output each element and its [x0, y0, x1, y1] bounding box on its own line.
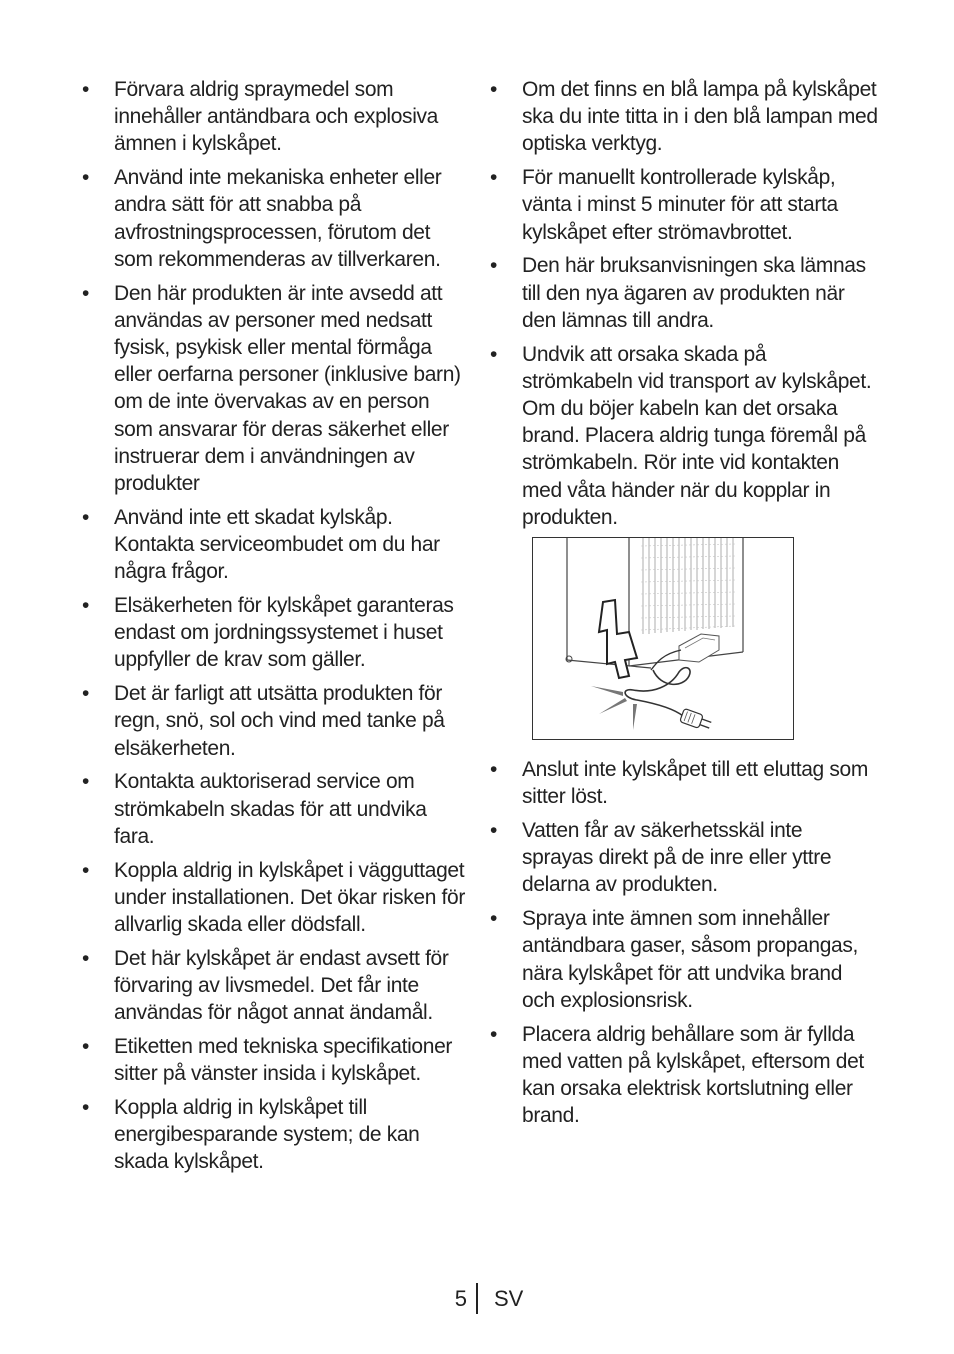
list-item-text: Den här bruksanvisningen ska lämnas till den nya ägaren av produkten när den lämnas till andra.: [522, 254, 866, 332]
list-item: [490, 76, 878, 158]
list-item-text: Placera aldrig behållare som är fyllda med vatten på kylskåpet, eftersom det kan orsaka elektrisk kortslutning eller brand.: [522, 1022, 864, 1128]
list-item-text: Använd inte mekaniska enheter eller andra sätt för att snabba på avfrostningsprocessen, förutom det som rekommenderas av tillverkaren.: [114, 166, 442, 271]
bullet: •: [490, 254, 498, 278]
list-item: [82, 1094, 466, 1176]
list-item: [82, 1033, 466, 1087]
bullet: •: [490, 342, 498, 366]
list-item: [82, 768, 466, 850]
bullet: •: [82, 166, 90, 190]
page-number: 5: [454, 1286, 467, 1311]
list-item-text: Undvik att orsaka skada på strömkabeln vid transport av kylskåpet. Om du böjer kabeln kan det orsaka brand. Placera aldrig tunga föremål på strömkabeln. Rör inte vid kontakten med våta händer när du kopplar in produkten.: [522, 342, 872, 529]
bullet: •: [490, 758, 498, 781]
bullet: •: [82, 281, 90, 305]
bullet: •: [82, 594, 90, 618]
bullet: •: [82, 505, 90, 529]
list-item-text: Använd inte ett skadat kylskåp. Kontakta serviceombudet om du har några frågor.: [114, 505, 440, 584]
bullet: •: [490, 819, 498, 842]
list-item-text: Koppla aldrig in kylskåpet till energibesparande system; de kan skada kylskåpet.: [114, 1096, 420, 1174]
list-item: [490, 817, 878, 899]
list-item-text: Anslut inte kylskåpet till ett eluttag som sitter löst.: [522, 758, 868, 809]
list-item: [490, 341, 878, 531]
list-item: [490, 164, 878, 246]
list-item: [82, 280, 466, 498]
right-bullet-list-bottom: [490, 756, 878, 1136]
list-item-text: Förvara aldrig spraymedel som innehåller antändbara och explosiva ämnen i kylskåpet.: [114, 78, 438, 156]
list-item: [82, 76, 466, 158]
language-code: SV: [494, 1286, 524, 1311]
list-item-text: Spraya inte ämnen som innehåller antändbara gaser, såsom propangas, nära kylskåpet för att undvika brand och explosionsrisk.: [522, 907, 859, 1012]
list-item-text: Koppla aldrig in kylskåpet i vägguttaget under installationen. Det ökar risken för allvarlig skada eller dödsfall.: [114, 858, 466, 937]
footer-divider: [476, 1283, 478, 1314]
bullet: •: [82, 78, 90, 101]
list-item-text: För manuellt kontrollerade kylskåp, vänta i minst 5 minuter för att starta kylskåpet efter strömavbrottet.: [522, 166, 838, 244]
list-item-text: Om det finns en blå lampa på kylskåpet ska du inte titta in i den blå lampan med optiska verktyg.: [522, 78, 878, 156]
list-item: [490, 252, 878, 334]
list-item: [490, 905, 878, 1014]
bullet: •: [490, 78, 498, 101]
list-item: [82, 857, 466, 939]
power-cord-illustration: [532, 537, 794, 740]
list-item-text: Det är farligt att utsätta produkten för regn, snö, sol och vind med tanke på elsäkerheten.: [114, 682, 445, 760]
list-item-text: Kontakta auktoriserad service om strömkabeln skadas för att undvika fara.: [114, 770, 427, 848]
list-item-text: Den här produkten är inte avsedd att användas av personer med nedsatt fysisk, psykisk eller mental förmåga eller oerfarna personer (inklusive barn) om de inte övervakas av en person som ansvarar för deras säkerhet eller instruerar dem i användningen av produkter: [114, 281, 461, 496]
list-item: [490, 756, 878, 810]
bullet: •: [82, 946, 90, 970]
list-item: [82, 164, 466, 273]
list-item-text: Etiketten med tekniska specifikationer sitter på vänster insida i kylskåpet.: [114, 1035, 453, 1086]
right-bullet-list-top: [490, 76, 878, 538]
danger-rays: [591, 686, 637, 730]
page-footer: [0, 1283, 954, 1315]
bullet: •: [490, 1022, 498, 1046]
list-item: [82, 592, 466, 674]
list-item-text: Det här kylskåpet är endast avsett för förvaring av livsmedel. Det får inte användas för något annat ändamål.: [114, 946, 449, 1025]
bullet: •: [490, 166, 498, 190]
list-item-text: Vatten får av säkerhetsskäl inte sprayas direkt på de inre eller yttre delarna av produkten.: [522, 819, 832, 897]
list-item: [82, 945, 466, 1027]
list-item: [490, 1021, 878, 1130]
condenser-coil: [643, 538, 733, 634]
list-item-text: Elsäkerheten för kylskåpet garanteras endast om jordningssystemet i huset uppfyller de krav som gäller.: [114, 594, 454, 672]
bullet: •: [82, 858, 90, 882]
bullet: •: [82, 682, 90, 706]
left-bullet-list: [82, 76, 466, 1182]
power-plug-icon: [680, 708, 713, 731]
bullet: •: [82, 770, 90, 794]
bullet: •: [82, 1096, 90, 1120]
bullet: •: [82, 1035, 90, 1059]
list-item: [82, 504, 466, 586]
bullet: •: [490, 907, 498, 931]
list-item: [82, 680, 466, 762]
fridge-back-drawing: [533, 538, 793, 739]
